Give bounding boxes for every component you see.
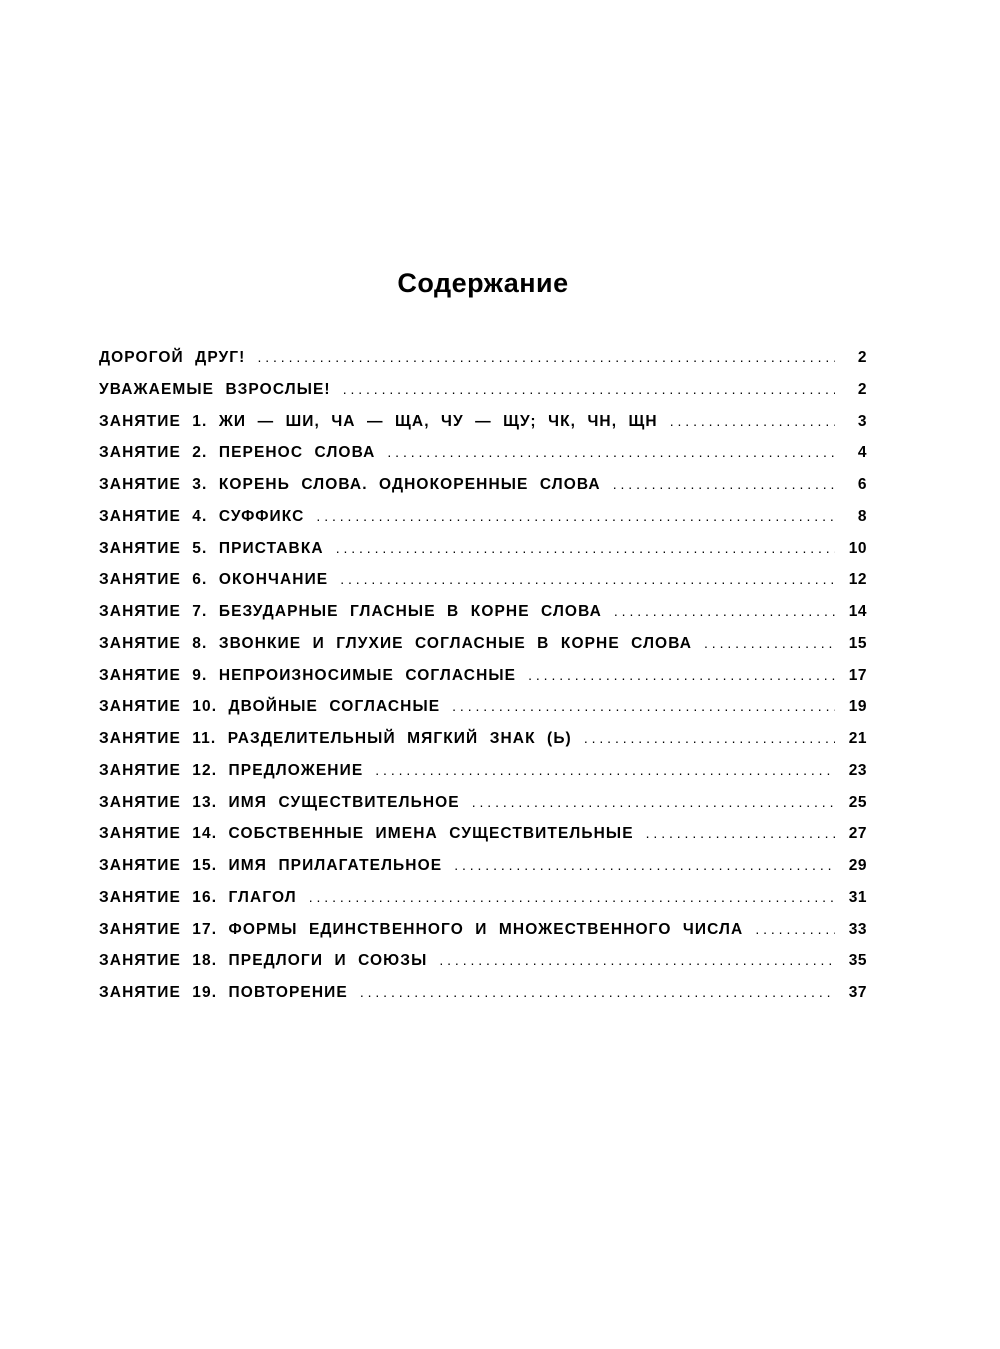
toc-entry [99,921,867,953]
toc-entry-page: 23 [848,761,867,779]
toc-entry-label: ЗАНЯТИЕ 18. ПРЕДЛОГИ И СОЮЗЫ [99,952,428,970]
toc-entry-page: 25 [848,793,867,811]
toc-dot-leader [336,540,835,556]
toc-entry-page: 31 [848,888,867,906]
toc-entry-label: ЗАНЯТИЕ 10. ДВОЙНЫЕ СОГЛАСНЫЕ [99,698,441,716]
toc-dot-leader [584,730,835,746]
toc-entry-page: 29 [848,857,867,874]
toc-entry [99,571,867,603]
toc-entry [99,349,867,381]
toc-entry [99,444,867,476]
toc-entry-label: ЗАНЯТИЕ 8. ЗВОНКИЕ И ГЛУХИЕ СОГЛАСНЫЕ В КОРНЕ СЛОВА [99,634,693,652]
toc-entry-label: ЗАНЯТИЕ 16. ГЛАГОЛ [99,888,297,906]
toc-dot-leader [439,952,835,968]
toc-entry-page: 21 [848,730,867,747]
toc-dot-leader [452,698,835,714]
toc-entry-page: 15 [848,634,867,652]
toc-dot-leader [646,825,835,841]
toc-entry-label: ЗАНЯТИЕ 14. СОБСТВЕННЫЕ ИМЕНА СУЩЕСТВИТЕЛЬНЫЕ [99,825,634,843]
toc-entry-label: ЗАНЯТИЕ 12. ПРЕДЛОЖЕНИЕ [99,761,364,779]
toc-entry-label: ЗАНЯТИЕ 19. ПОВТОРЕНИЕ [99,984,348,1001]
toc-entry [99,540,867,572]
toc-entry-label: ЗАНЯТИЕ 9. НЕПРОИЗНОСИМЫЕ СОГЛАСНЫЕ [99,666,517,684]
toc-entry [99,857,867,889]
toc-dot-leader [454,857,835,873]
toc-entry-page: 2 [857,349,867,366]
toc-entry-page: 17 [848,666,867,684]
toc-entry [99,381,867,413]
toc-entry-label: ЗАНЯТИЕ 17. ФОРМЫ ЕДИНСТВЕННОГО И МНОЖЕСТВЕННОГО ЧИСЛА [99,920,744,938]
toc-entry-page: 12 [848,571,867,589]
toc-entry-page: 27 [848,825,867,843]
toc-dot-leader [670,413,835,429]
toc-entry-page: 2 [857,380,867,398]
toc-entry-label: ЗАНЯТИЕ 6. ОКОНЧАНИЕ [99,571,329,589]
toc-entry-page: 8 [857,507,867,525]
toc-entry [99,730,867,762]
toc-dot-leader [360,984,835,1000]
toc-entry-page: 35 [848,952,867,970]
toc-entry [99,667,867,699]
toc-entry [99,603,867,635]
toc-entry [99,762,867,794]
toc-entry [99,476,867,508]
toc-dot-leader [343,381,835,397]
toc-dot-leader [309,889,835,905]
toc-entry-label: ЗАНЯТИЕ 15. ИМЯ ПРИЛАГАТЕЛЬНОЕ [99,857,443,874]
toc-entry-label: ЗАНЯТИЕ 11. РАЗДЕЛИТЕЛЬНЫЙ МЯГКИЙ ЗНАК (Ь) [99,730,572,747]
toc-dot-leader [528,667,835,683]
toc-entry-label: ЗАНЯТИЕ 1. ЖИ — ШИ, ЧА — ЩА, ЧУ — ЩУ; ЧК, ЧН, ЩН [99,412,658,430]
toc-entry [99,698,867,730]
toc-entry-label: ЗАНЯТИЕ 4. СУФФИКС [99,507,305,525]
toc-dot-leader [614,603,835,619]
toc-dot-leader [704,635,835,651]
toc-entry-label: ЗАНЯТИЕ 3. КОРЕНЬ СЛОВА. ОДНОКОРЕННЫЕ СЛОВА [99,476,601,493]
toc-dot-leader [340,571,835,587]
toc-entry [99,889,867,921]
toc-entry-page: 14 [848,603,867,620]
toc-entry-page: 3 [857,412,867,430]
toc-entry-page: 4 [857,444,867,462]
toc-entry [99,508,867,540]
toc-entry [99,794,867,826]
toc-entry-page: 10 [848,539,867,557]
toc-entry [99,413,867,445]
toc-entry-label: ЗАНЯТИЕ 7. БЕЗУДАРНЫЕ ГЛАСНЫЕ В КОРНЕ СЛОВА [99,603,602,620]
toc-dot-leader [613,476,835,492]
toc-entry-label: ЗАНЯТИЕ 2. ПЕРЕНОС СЛОВА [99,444,376,462]
toc-dot-leader [316,508,835,524]
toc-entry-label: УВАЖАЕМЫЕ ВЗРОСЛЫЕ! [99,380,331,398]
toc-entry [99,825,867,857]
toc-entry-page: 37 [848,984,867,1001]
toc-dot-leader [472,794,835,810]
toc-dot-leader [387,444,835,460]
toc-dot-leader [375,762,835,778]
page-title: Содержание [397,268,569,298]
toc-entry-page: 33 [848,920,867,938]
toc-entry-label: ДОРОГОЙ ДРУГ! [99,349,246,366]
toc-entry-page: 19 [848,698,867,716]
toc-entry [99,635,867,667]
toc-entry [99,952,867,984]
toc-dot-leader [257,349,835,365]
toc-dot-leader [755,921,835,937]
table-of-contents [99,349,867,1016]
toc-entry-page: 6 [857,476,867,493]
toc-entry-label: ЗАНЯТИЕ 5. ПРИСТАВКА [99,539,324,557]
toc-entry [99,984,867,1016]
toc-entry-label: ЗАНЯТИЕ 13. ИМЯ СУЩЕСТВИТЕЛЬНОЕ [99,793,460,811]
